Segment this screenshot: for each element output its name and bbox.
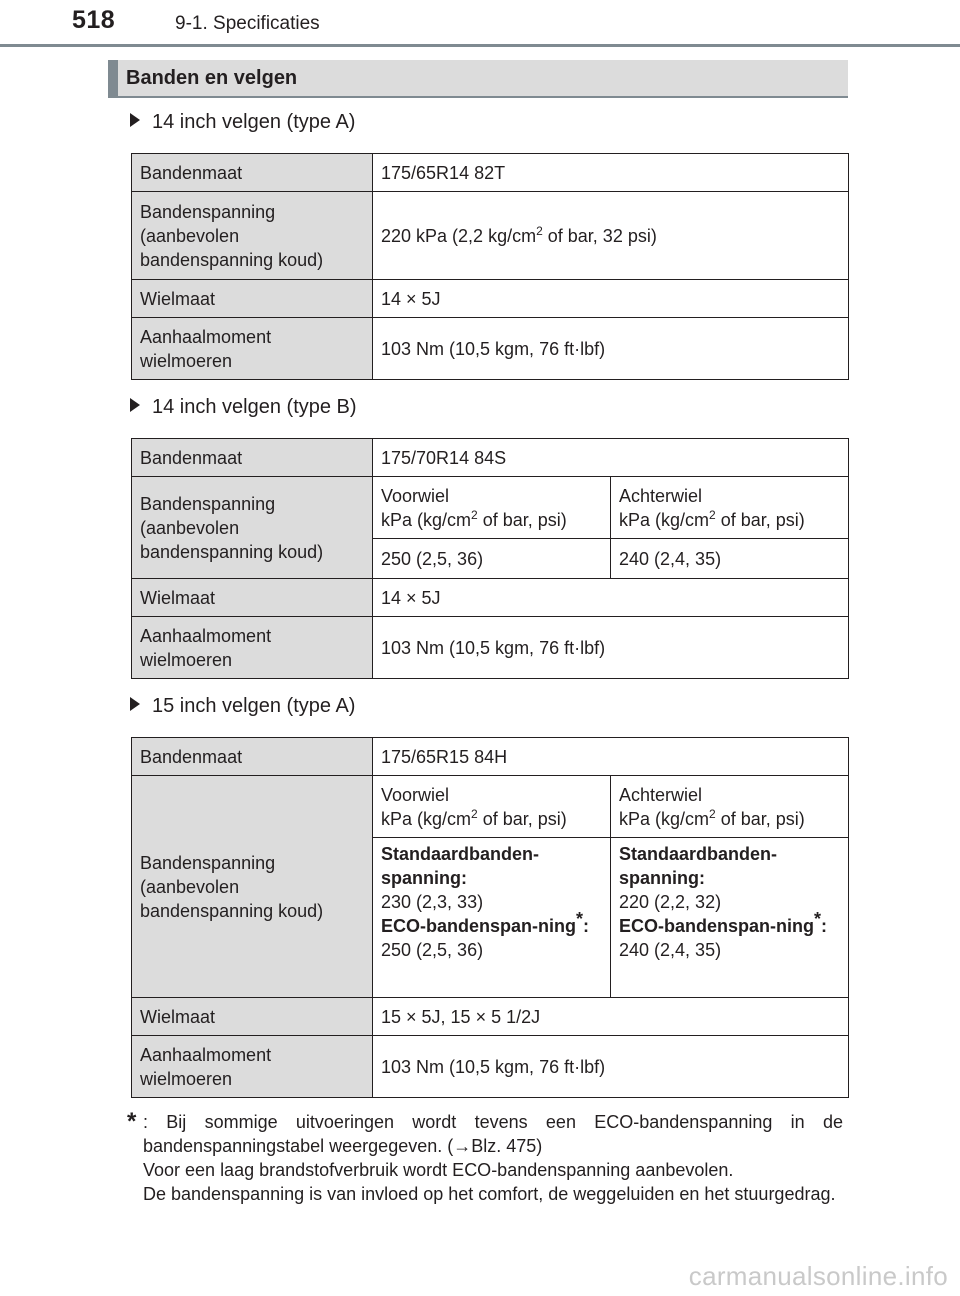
front-header: Voorwiel kPa ($kg/cm^2$ of bar, psi) [373, 477, 611, 539]
subheading-14-type-a [130, 110, 355, 134]
table-row [132, 776, 849, 838]
pressure-label: Bandenspanning (aanbevolen bandenspanning koud) [132, 192, 373, 280]
torque-value: 103 Nm (10,5 kgm, 76 ft·lbf) [373, 617, 849, 679]
torque-value: 103 Nm (10,5 kgm, 76 ft·lbf) [373, 1036, 849, 1098]
spec-table-15-type-a [131, 737, 849, 1098]
wheel-size-label: Wielmaat [132, 998, 373, 1036]
footnote-line: De bandenspanning is van invloed op het comfort, de weggeluiden en het stuurgedrag. [143, 1184, 836, 1204]
table-row [132, 439, 849, 477]
pressure-value: 220 kPa (2,2 $kg/cm^2$ of bar, 32 psi) [373, 192, 849, 280]
wheel-size-value: 15 × 5J, 15 × 5 1/2J [373, 998, 849, 1036]
torque-label: Aanhaalmoment wielmoeren [132, 318, 373, 380]
triangle-bullet-icon [130, 697, 140, 711]
footnote-marker: * [127, 1108, 137, 1135]
subheading-text: 14 inch velgen (type A) [152, 111, 356, 133]
subheading-text: 14 inch velgen (type B) [152, 396, 357, 418]
rear-header: Achterwiel kPa ($kg/cm^2$ of bar, psi) [611, 477, 849, 539]
table-row [132, 280, 849, 318]
tire-size-label: Bandenmaat [132, 439, 373, 477]
table-row [132, 318, 849, 380]
spec-table-14-type-b [131, 438, 849, 679]
table-row [132, 998, 849, 1036]
wheel-size-value: 14 × 5J [373, 280, 849, 318]
footnote [127, 1108, 843, 1206]
tire-size-value: 175/70R14 84S [373, 439, 849, 477]
table-row [132, 579, 849, 617]
wheel-size-label: Wielmaat [132, 579, 373, 617]
table-row [132, 192, 849, 280]
tire-size-value: 175/65R15 84H [373, 738, 849, 776]
wheel-size-value: 14 × 5J [373, 579, 849, 617]
table-row [132, 617, 849, 679]
header-divider [0, 44, 960, 47]
table-row [132, 738, 849, 776]
section-title: Banden en velgen [108, 60, 848, 98]
footnote-line: Voor een laag brandstofverbruik wordt ECO-bandenspanning aanbevolen. [143, 1160, 734, 1180]
torque-label: Aanhaalmoment wielmoeren [132, 617, 373, 679]
watermark: carmanualsonline.info [688, 1261, 948, 1291]
rear-pressure-value: Standaardbanden-spanning: 220 (2,2, 32) ECO-bandenspan-ning*: 240 (2,4, 35) [611, 838, 849, 998]
triangle-bullet-icon [130, 113, 140, 127]
front-pressure-value: Standaardbanden-spanning: 230 (2,3, 33) ECO-bandenspan-ning*: 250 (2,5, 36) [373, 838, 611, 998]
page-number: 518 [72, 6, 116, 34]
spec-table-14-type-a [131, 153, 849, 380]
tire-size-label: Bandenmaat [132, 738, 373, 776]
table-row [132, 477, 849, 539]
subheading-15-type-a [130, 694, 355, 718]
tire-size-label: Bandenmaat [132, 154, 373, 192]
rear-header: Achterwiel kPa ($kg/cm^2$ of bar, psi) [611, 776, 849, 838]
front-header: Voorwiel kPa ($kg/cm^2$ of bar, psi) [373, 776, 611, 838]
pressure-label: Bandenspanning (aanbevolen bandenspanning koud) [132, 477, 373, 579]
table-row [132, 154, 849, 192]
table-row [132, 1036, 849, 1098]
front-pressure-value: 250 (2,5, 36) [373, 539, 611, 579]
subheading-text: 15 inch velgen (type A) [152, 695, 356, 717]
page-header [0, 0, 960, 48]
subheading-14-type-b [130, 395, 357, 419]
torque-label: Aanhaalmoment wielmoeren [132, 1036, 373, 1098]
wheel-size-label: Wielmaat [132, 280, 373, 318]
torque-value: 103 Nm (10,5 kgm, 76 ft·lbf) [373, 318, 849, 380]
pressure-label: Bandenspanning (aanbevolen bandenspanning koud) [132, 776, 373, 998]
chapter-title: 9-1. Specificaties [175, 13, 320, 34]
tire-size-value: 175/65R14 82T [373, 154, 849, 192]
footnote-line: : Bij sommige uitvoeringen wordt tevens een ECO-bandenspanning in de bandenspanningstabel weergegeven. (→Blz. 475) [143, 1112, 843, 1156]
triangle-bullet-icon [130, 398, 140, 412]
rear-pressure-value: 240 (2,4, 35) [611, 539, 849, 579]
